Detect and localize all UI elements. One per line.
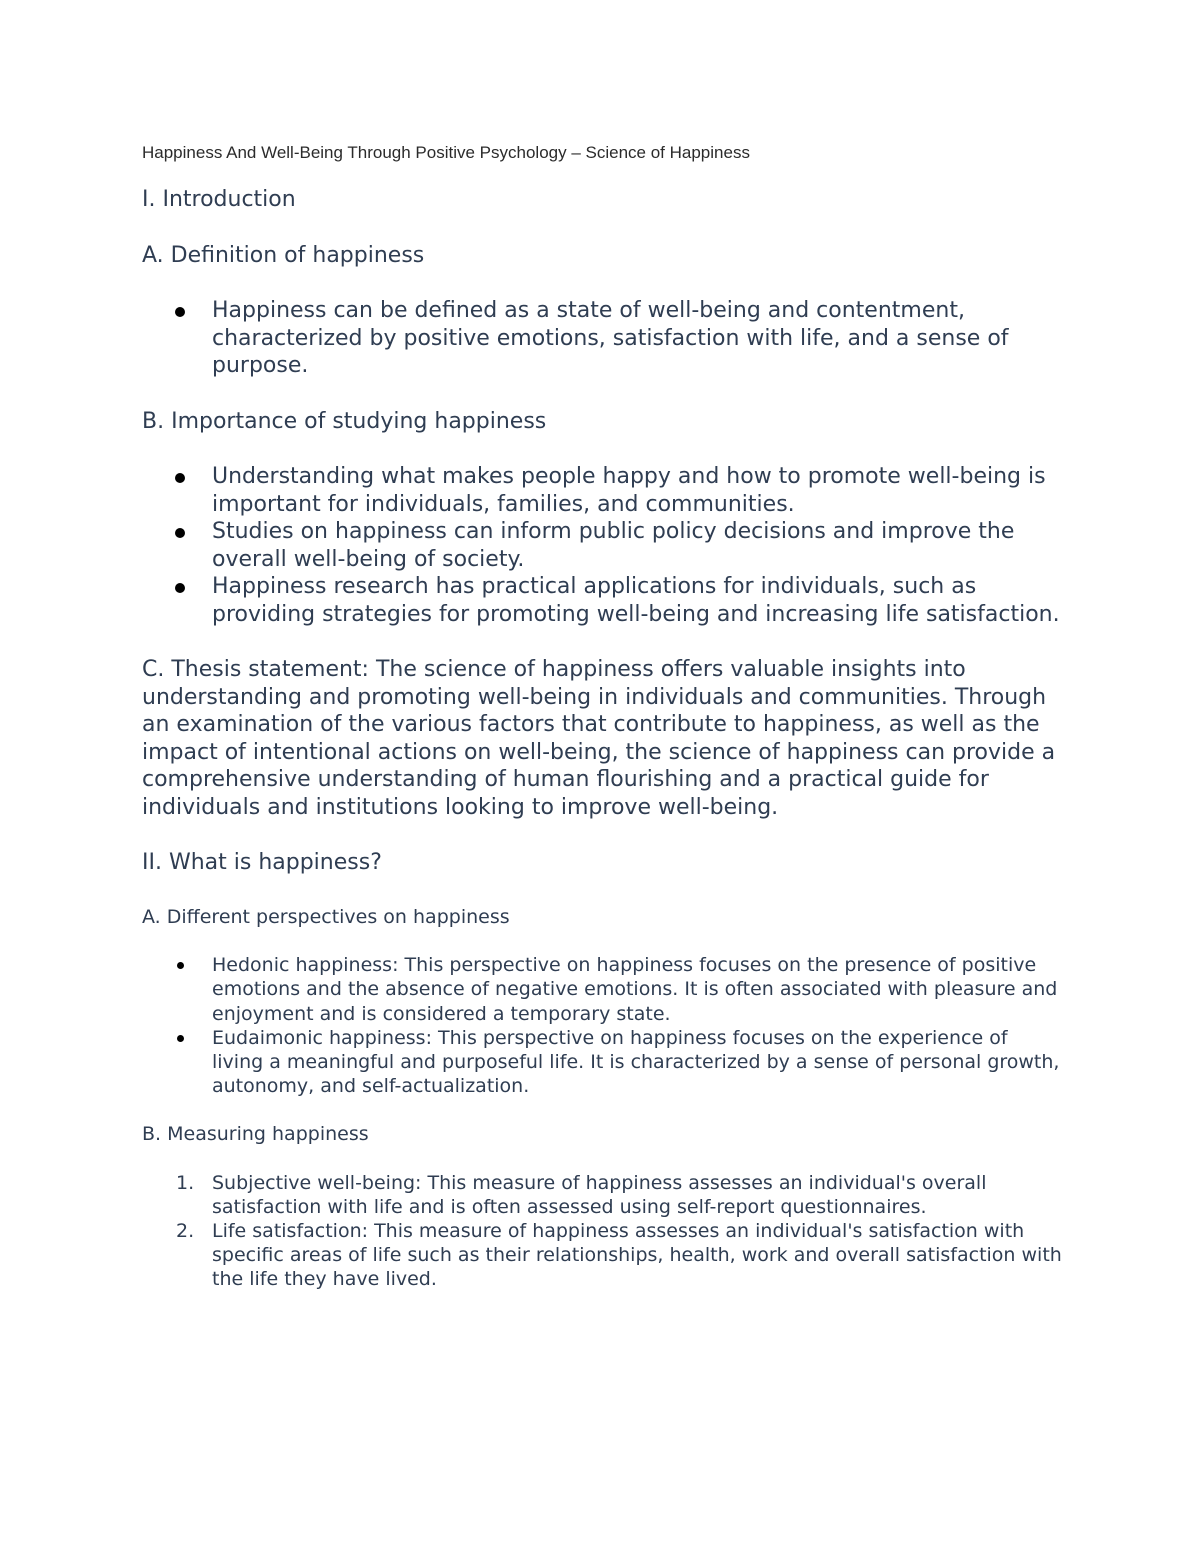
section-what-is-happiness-heading: II. What is happiness? [142, 850, 382, 876]
list-item-text: Hedonic happiness: This perspective on happiness focuses on the presence of positive emotions and the absence of negative emotions. It is often associated with pleasure and enjoyment and is considered a temporary state. [212, 954, 1058, 1025]
document-page [142, 142, 1062, 1315]
measuring-list [142, 1171, 1062, 1292]
document-title: Happiness And Well-Being Through Positive Psychology – Science of Happiness [142, 143, 750, 162]
bullet-icon [177, 1035, 184, 1042]
list-number: 2. [176, 1219, 195, 1242]
list-item-text: Happiness research has practical applications for individuals, such as providing strategies for promoting well-being and increasing life satisfaction. [212, 574, 1060, 627]
list-item [142, 518, 1062, 573]
list-item-text: Subjective well-being: This measure of happiness assesses an individual's overall satisfaction with life and is often assessed using self-report questionnaires. [212, 1171, 987, 1218]
list-item [142, 463, 1062, 518]
list-item [142, 573, 1062, 628]
list-number: 1. [176, 1171, 195, 1194]
bullet-icon [175, 307, 185, 317]
definition-of-happiness-heading: A. Definition of happiness [142, 242, 425, 268]
importance-heading: B. Importance of studying happiness [142, 408, 547, 434]
list-item [142, 1219, 1062, 1291]
list-item-text: Understanding what makes people happy and how to promote well-being is important for individuals, families, and communities. [212, 464, 1046, 517]
list-item-text: Happiness can be defined as a state of well-being and contentment, characterized by positive emotions, satisfaction with life, and a sense of purpose. [212, 298, 1009, 379]
list-item [142, 1171, 1062, 1219]
perspectives-list [142, 953, 1062, 1098]
bullet-icon [175, 528, 185, 538]
list-item [142, 297, 1062, 380]
list-item-text: Life satisfaction: This measure of happiness assesses an individual's satisfaction with specific areas of life such as their relationships, health, work and overall satisfaction with the life they have lived. [212, 1219, 1062, 1291]
thesis-statement: C. Thesis statement: The science of happiness offers valuable insights into understanding and promoting well-being in individuals and communities. Through an examination of the various factors that contribute to happiness, as well as the impact of intentional actions on well-being, the science of happiness can provide a comprehensive understanding of human flourishing and a practical guide for individuals and institutions looking to improve well-being. [142, 657, 1056, 820]
list-item [142, 953, 1062, 1025]
bullet-icon [177, 962, 184, 969]
list-item [142, 1026, 1062, 1098]
section-introduction-heading: I. Introduction [142, 187, 296, 213]
list-item-text: Studies on happiness can inform public policy decisions and improve the overall well-being of society. [212, 519, 1015, 572]
measuring-heading: B. Measuring happiness [142, 1123, 369, 1146]
bullet-icon [175, 473, 185, 483]
definition-list [142, 297, 1062, 380]
importance-list [142, 463, 1062, 628]
perspectives-heading: A. Different perspectives on happiness [142, 905, 510, 928]
list-item-text: Eudaimonic happiness: This perspective on happiness focuses on the experience of living a meaningful and purposeful life. It is characterized by a sense of personal growth, autonomy, and self-actualization. [212, 1026, 1060, 1097]
bullet-icon [175, 583, 185, 593]
